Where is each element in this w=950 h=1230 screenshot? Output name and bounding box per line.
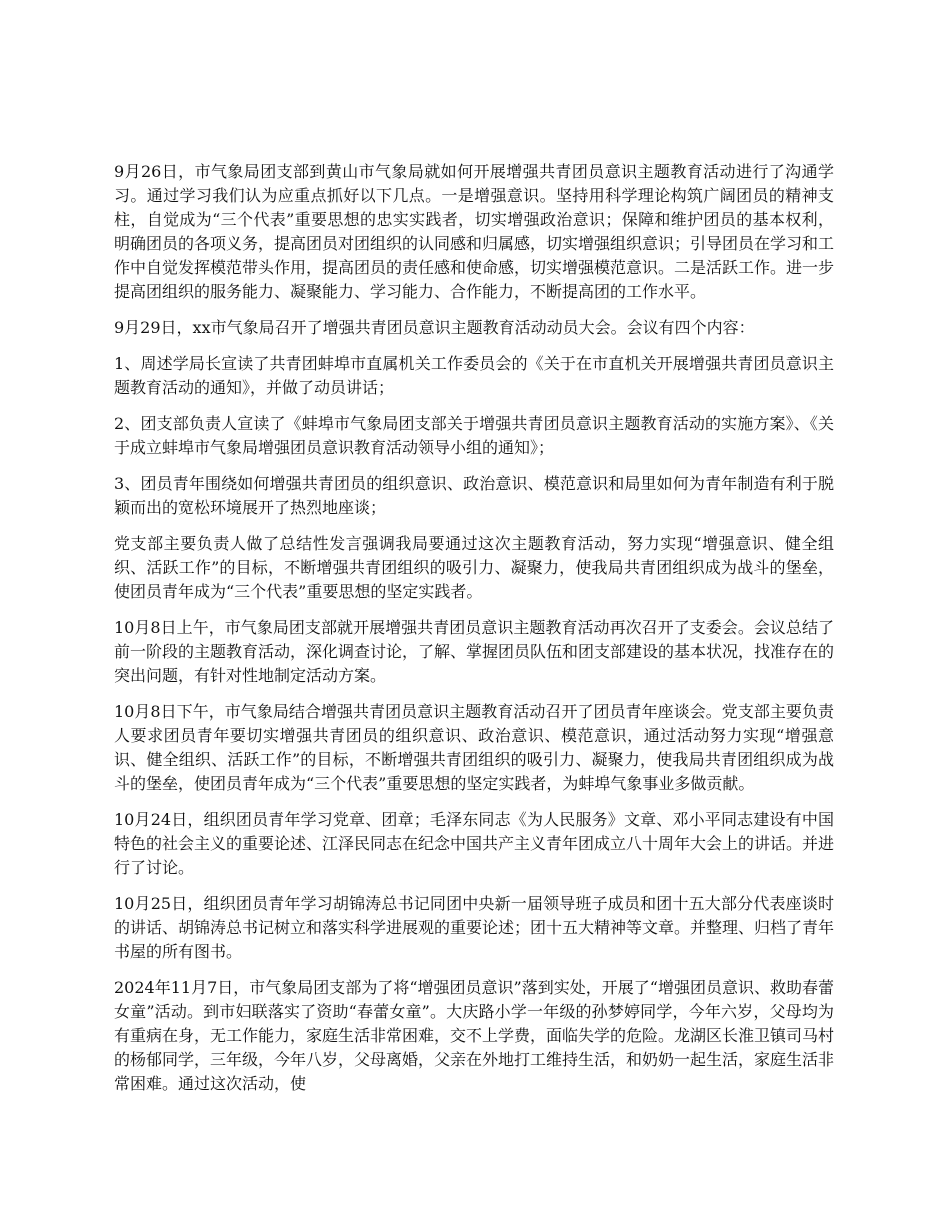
paragraph-party-summary: 党支部主要负责人做了总结性发言强调我局要通过这次主题教育活动，努力实现“增强意识、健全组织、活跃工作”的目标，不断增强共青团组织的吸引力、凝聚力，使我局共青团组织成为战斗的堡垒，使团员青年成为“三个代表”重要思想的坚定实践者。: [114, 534, 834, 601]
paragraph-item-2: 2、团支部负责人宣读了《蚌埠市气象局团支部关于增强共青团员意识主题教育活动的实施方案》、《关于成立蚌埠市气象局增强团员意识教育活动领导小组的通知》；: [114, 414, 834, 457]
paragraph-oct-24: 10月24日，组织团员青年学习党章、团章；毛泽东同志《为人民服务》文章、邓小平同志建设有中国特色的社会主义的重要论述、江泽民同志在纪念中国共产主义青年团成立八十周年大会上的讲话。并进行了讨论。: [114, 810, 835, 877]
paragraph-item-1: 1、周述学局长宣读了共青团蚌埠市直属机关工作委员会的《关于在市直机关开展增强共青团员意识主题教育活动的通知》，并做了动员讲话；: [114, 354, 834, 397]
paragraph-item-3: 3、团员青年围绕如何增强共青团员的组织意识、政治意识、模范意识和局里如何为青年制造有利于脱颖而出的宽松环境展开了热烈地座谈；: [114, 474, 834, 517]
paragraph-oct-8-morning: 10月8日上午，市气象局团支部就开展增强共青团员意识主题教育活动再次召开了支委会。会议总结了前一阶段的主题教育活动，深化调查讨论，了解、掌握团员队伍和团支部建设的基本状况，找准存在的突出问题，有针对性地制定活动方案。: [114, 618, 835, 685]
paragraph-nov-7: 2024年11月7日，市气象局团支部为了将“增强团员意识”落到实处，开展了“增强团员意识、救助春蕾女童”活动。到市妇联落实了资助“春蕾女童”。大庆路小学一年级的孙梦婷同学，今年六岁，父母均为有重病在身，无工作能力，家庭生活非常困难，交不上学费，面临失学的危险。龙湖区长淮卫镇司马村的杨郁同学，三年级，今年八岁，父母离婚，父亲在外地打工维持生活，和奶奶一起生活，家庭生活非常困难。通过这次活动，使: [114, 978, 835, 1093]
document-body: [114, 160, 834, 1108]
paragraph-oct-25: 10月25日，组织团员青年学习胡锦涛总书记同团中央新一届领导班子成员和团十五大部分代表座谈时的讲话、胡锦涛总书记树立和落实科学进展观的重要论述；团十五大精神等文章。并整理、归档了青年书屋的所有图书。: [114, 894, 835, 961]
paragraph-sep-29: 9月29日，xx市气象局召开了增强共青团员意识主题教育活动动员大会。会议有四个内容：: [114, 318, 755, 337]
paragraph-oct-8-afternoon: 10月8日下午，市气象局结合增强共青团员意识主题教育活动召开了团员青年座谈会。党支部主要负责人要求团员青年要切实增强共青团员的组织意识、政治意识、模范意识，通过活动努力实现“增强意识、健全组织、活跃工作”的目标，不断增强共青团组织的吸引力、凝聚力，使我局共青团组织成为战斗的堡垒，使团员青年成为“三个代表”重要思想的坚定实践者，为蚌埠气象事业多做贡献。: [114, 702, 834, 793]
paragraph-sep-26: 9月26日，市气象局团支部到黄山市气象局就如何开展增强共青团员意识主题教育活动进行了沟通学习。通过学习我们认为应重点抓好以下几点。一是增强意识。坚持用科学理论构筑广阔团员的精神支柱，自觉成为“三个代表”重要思想的忠实实践者，切实增强政治意识；保障和维护团员的基本权利，明确团员的各项义务，提高团员对团组织的认同感和归属感，切实增强组织意识；引导团员在学习和工作中自觉发挥模范带头作用，提高团员的责任感和使命感，切实增强模范意识。二是活跃工作。进一步提高团组织的服务能力、凝聚能力、学习能力、合作能力，不断提高团的工作水平。: [114, 162, 835, 301]
